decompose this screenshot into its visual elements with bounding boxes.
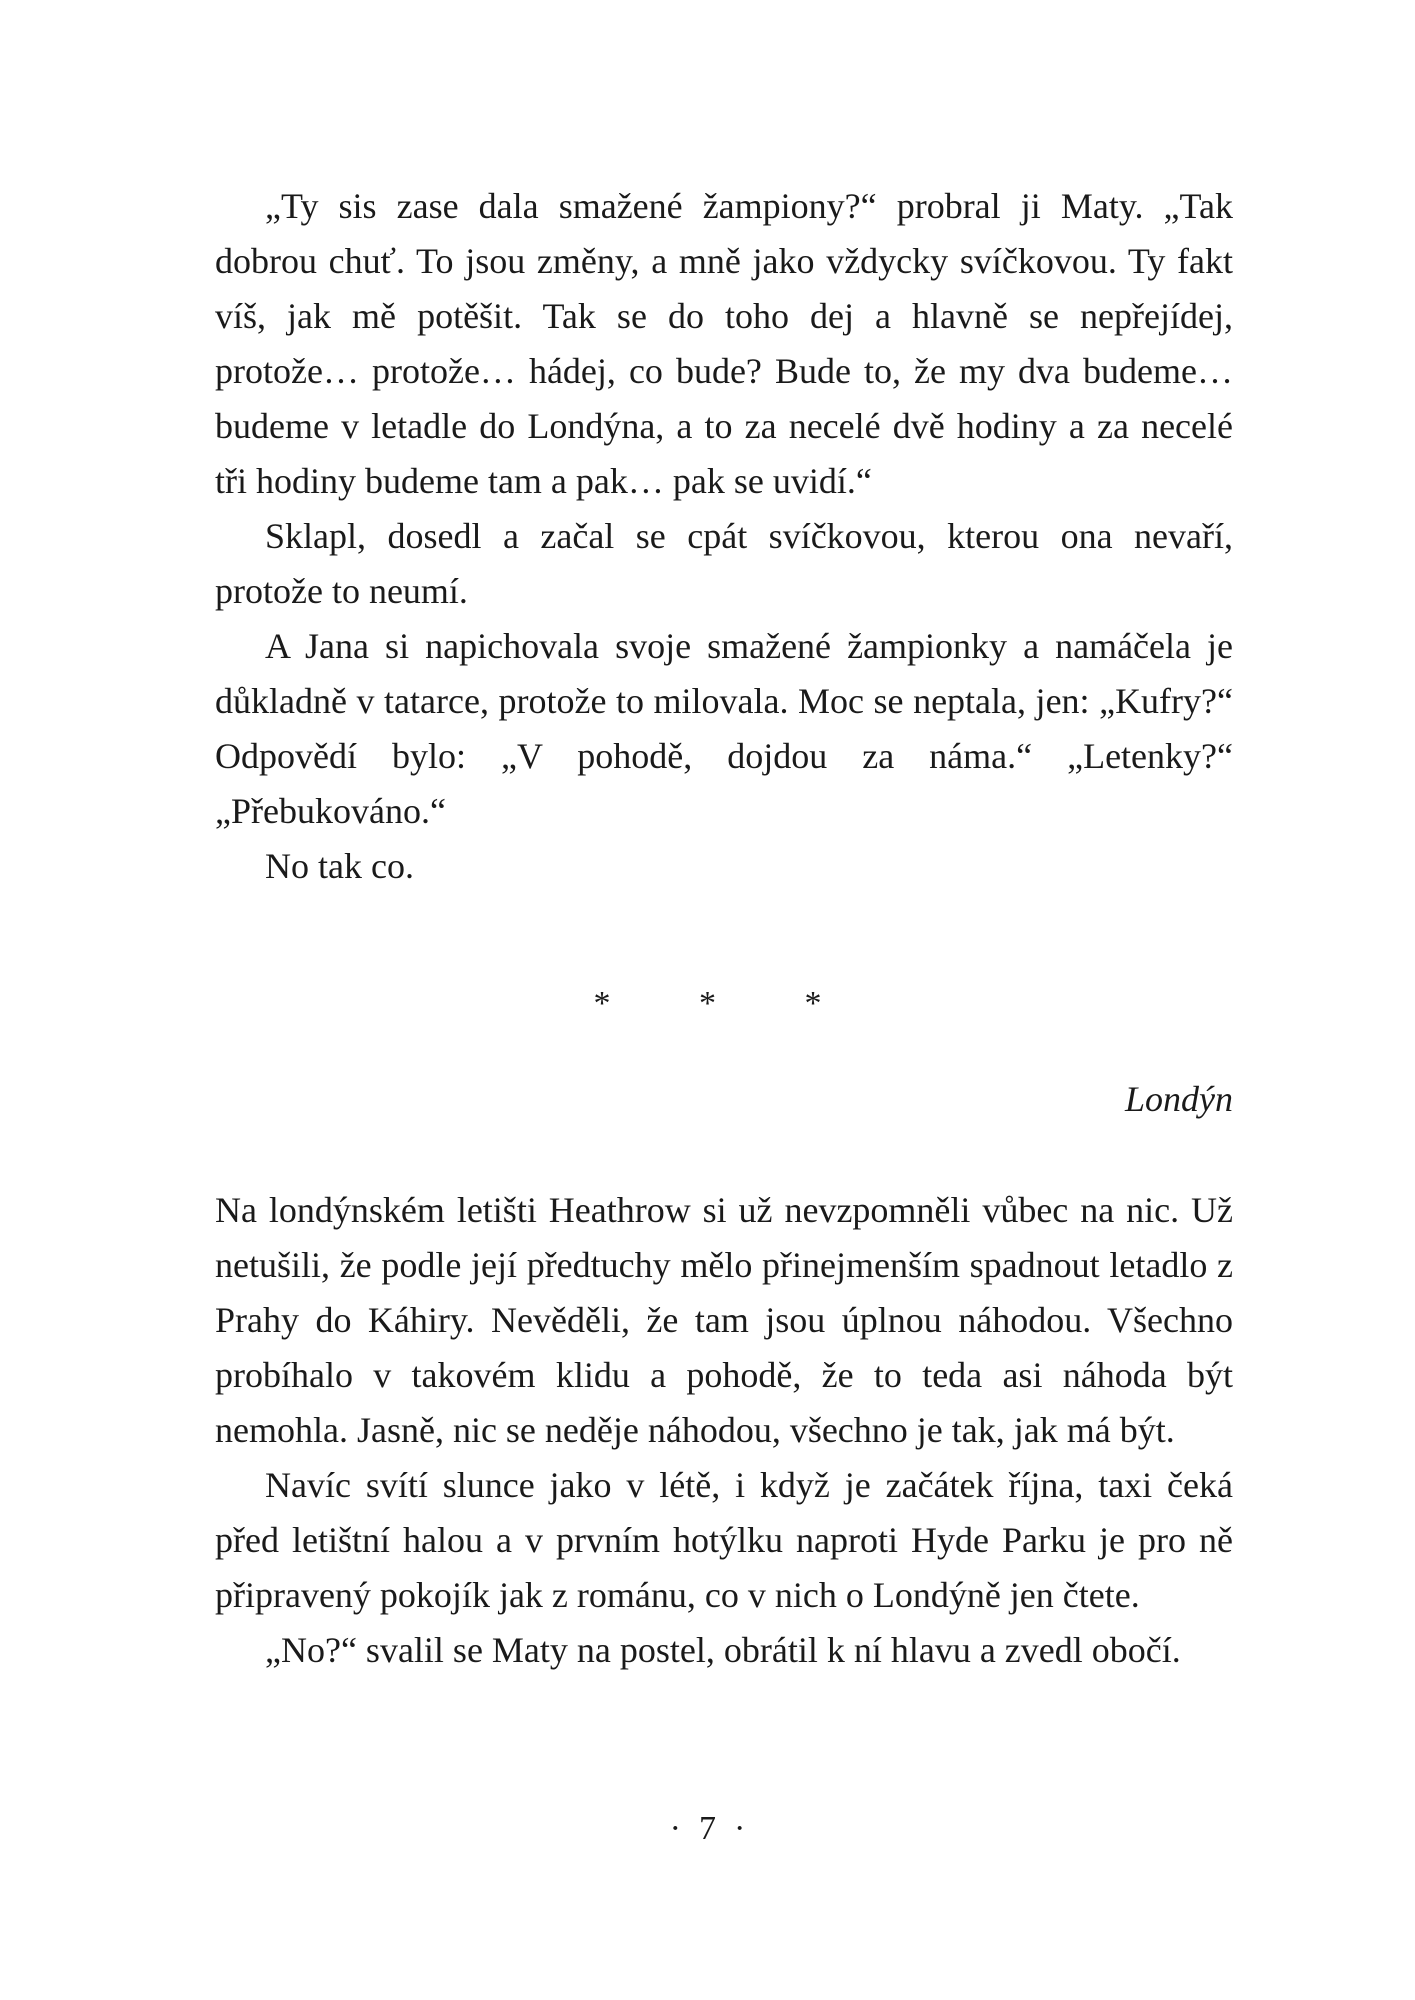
paragraph: Navíc svítí slunce jako v létě, i když je začátek října, taxi čeká před letištní halou a v prvním hotýlku naproti Hyde Parku je pro ně připravený pokojík jak z románu, co v nich o Londýně jen čtete. bbox=[215, 1465, 1233, 1615]
page-number bbox=[0, 1810, 1415, 1848]
page-number-value: 7 bbox=[699, 1810, 716, 1847]
paragraph: „No?“ svalil se Maty na postel, obrátil k ní hlavu a zvedl obočí. bbox=[265, 1630, 1181, 1670]
paragraph: Sklapl, dosedl a začal se cpát svíčkovou, kterou ona nevaří, protože to neumí. bbox=[215, 516, 1233, 611]
section-separator: * * * bbox=[593, 985, 862, 1022]
location-heading: Londýn bbox=[1125, 1079, 1233, 1119]
page-number-dot-left: · bbox=[669, 1810, 681, 1847]
paragraph: A Jana si napichovala svoje smažené žampionky a namáčela je důkladně v tatarce, protože to milovala. Moc se neptala, jen: „Kufry?“ Odpovědí bylo: „V pohodě, dojdou za náma.“ „Letenky?“ „Přebukováno.“ bbox=[215, 626, 1233, 831]
text-block-top bbox=[215, 179, 1233, 894]
paragraph: No tak co. bbox=[265, 846, 414, 886]
text-block-bottom bbox=[215, 1183, 1233, 1678]
page-number-dot-right: · bbox=[734, 1810, 746, 1847]
paragraph: „Ty sis zase dala smažené žampiony?“ probral ji Maty. „Tak dobrou chuť. To jsou změny, a mně jako vždycky svíčkovou. Ty fakt víš, jak mě potěšit. Tak se do toho dej a hlavně se nepřejídej, protože… protože… hádej, co bude? Bude to, že my dva budeme… budeme v letadle do Londýna, a to za necelé dvě hodiny a za necelé tři hodiny budeme tam a pak… pak se uvidí.“ bbox=[215, 186, 1233, 501]
paragraph: Na londýnském letišti Heathrow si už nevzpomněli vůbec na nic. Už netušili, že podle její předtuchy mělo přinejmenším spadnout letadlo z Prahy do Káhiry. Nevěděli, že tam jsou úplnou náhodou. Všechno probíhalo v takovém klidu a pohodě, že to teda asi náhoda být nemohla. Jasně, nic se neděje náhodou, všechno je tak, jak má být. bbox=[215, 1190, 1233, 1450]
